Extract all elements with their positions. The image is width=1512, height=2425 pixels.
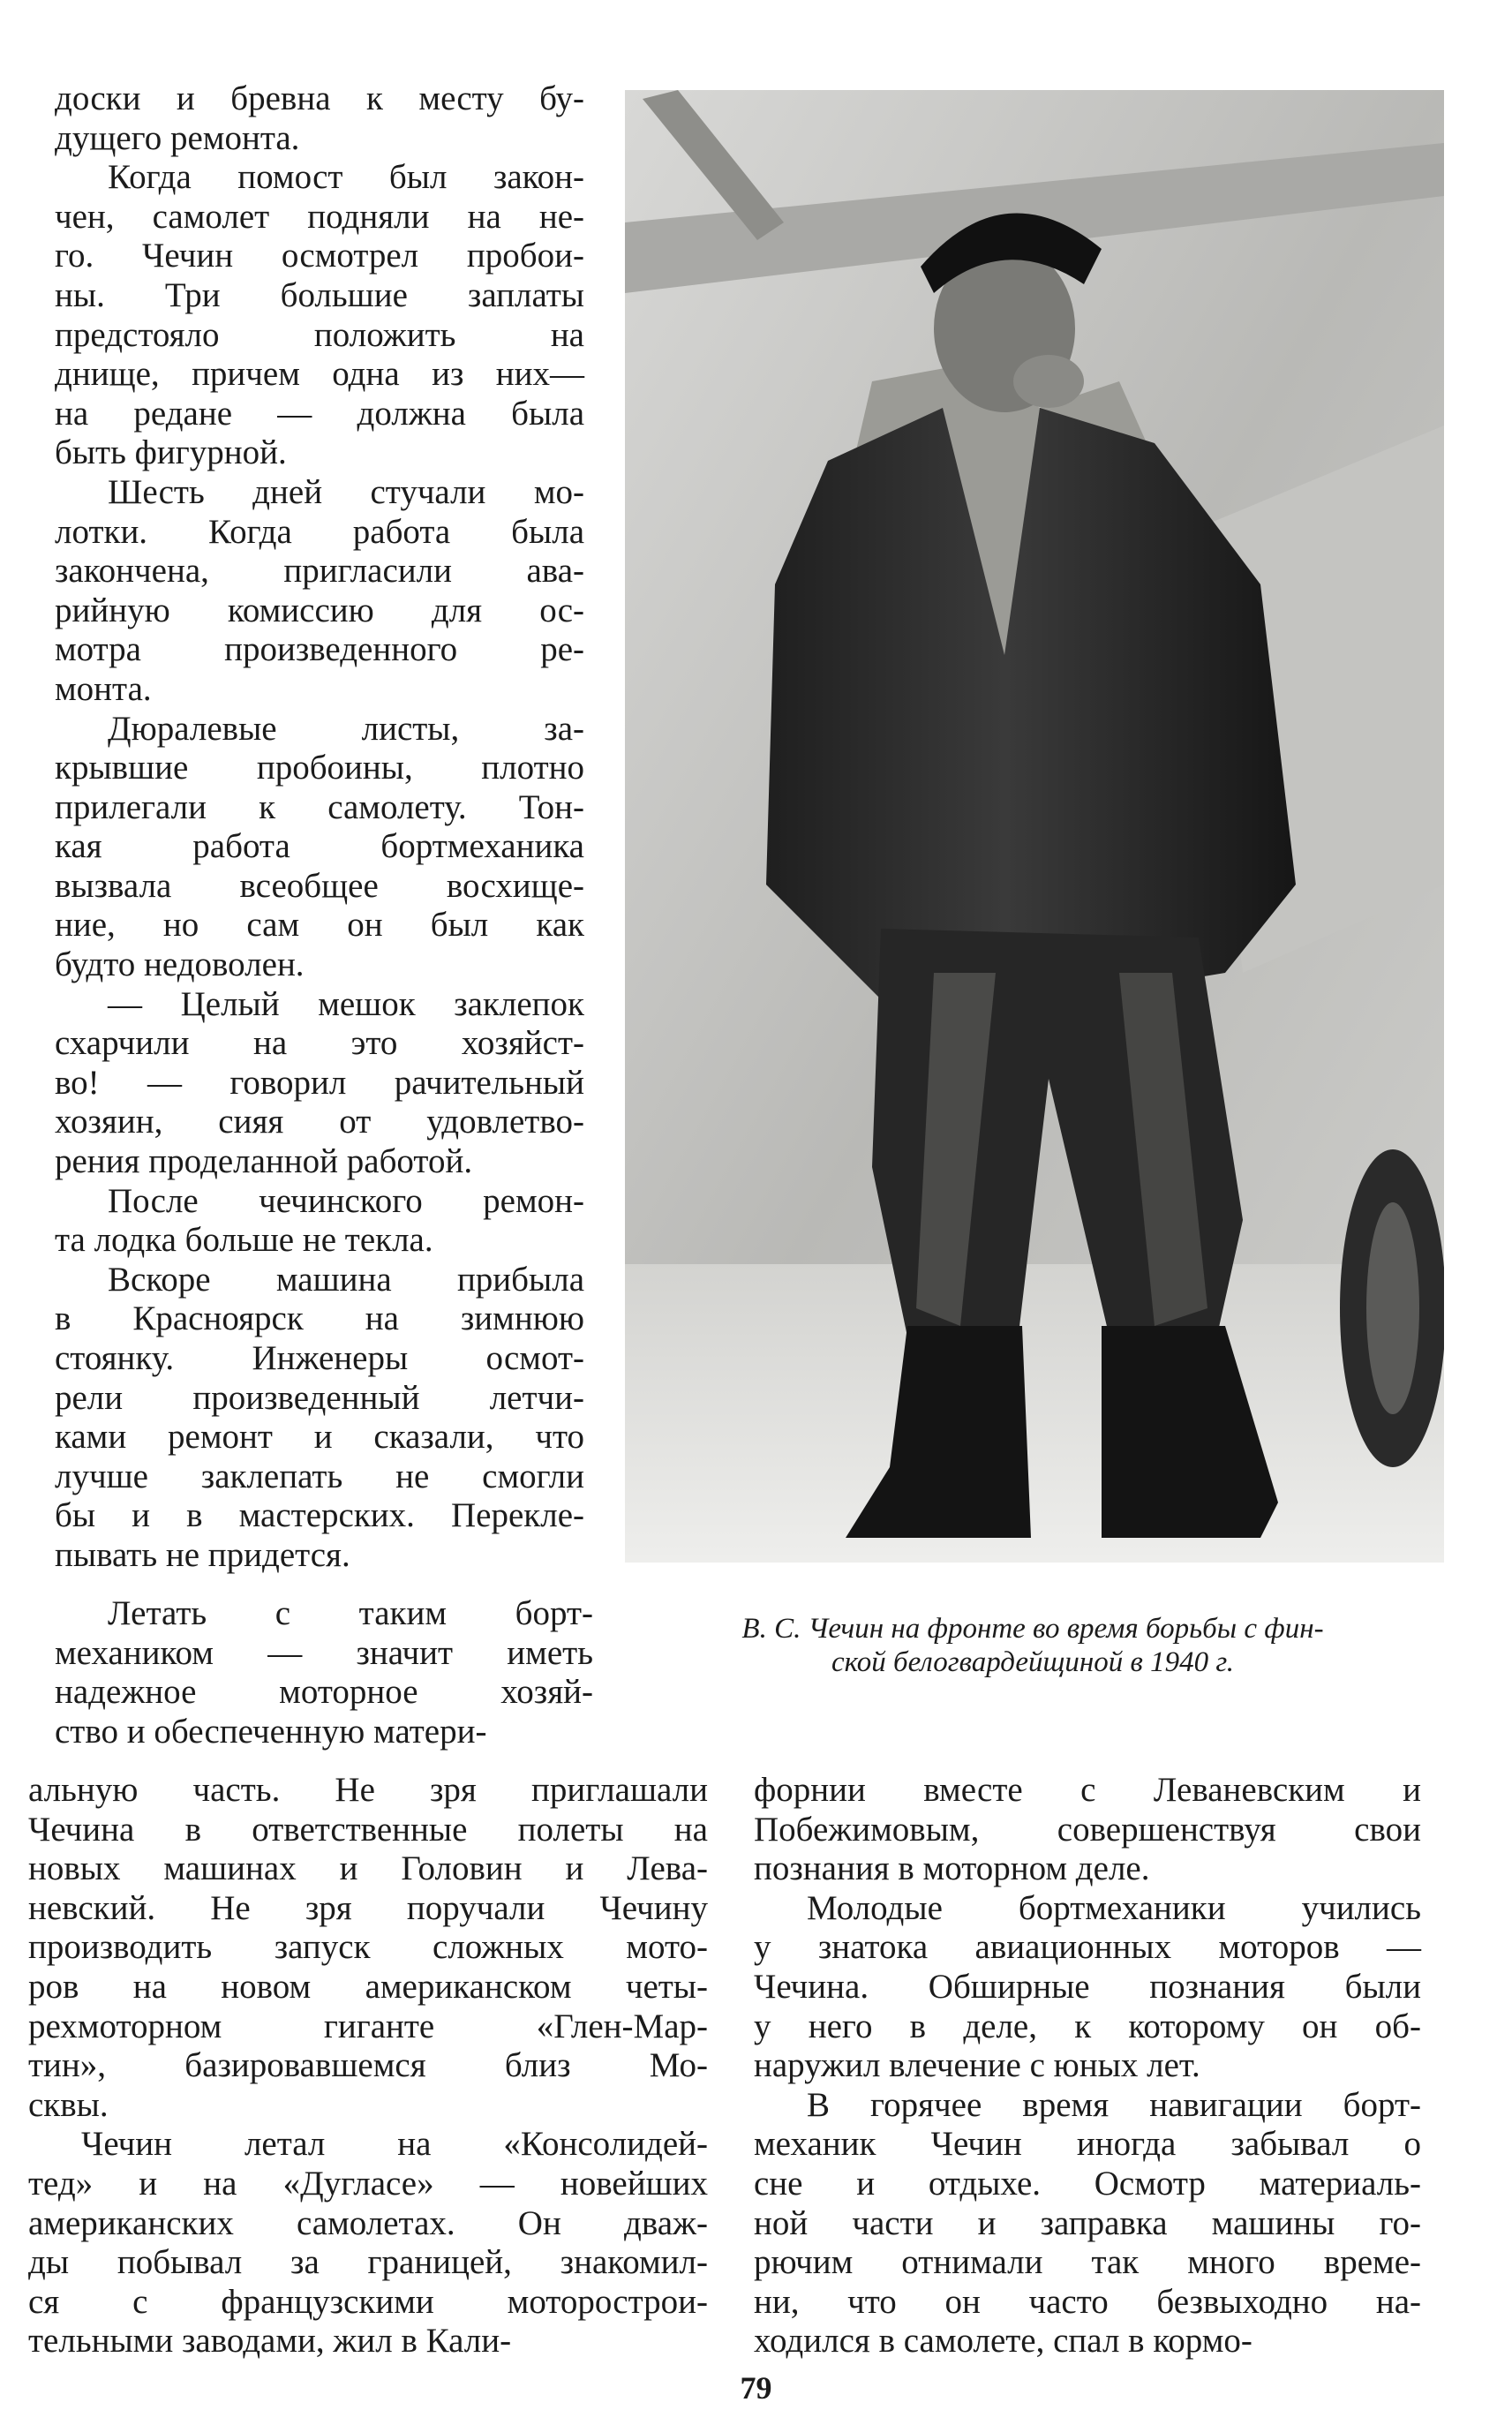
text-line: прилегали к самолету. Тон- — [55, 787, 584, 826]
text-line: Чечина. Обширные познания были — [754, 1967, 1421, 2006]
text-line: — Целый мешок заклепок — [108, 984, 584, 1023]
text-line: пывать не придется. — [55, 1535, 350, 1574]
text-line: Чечина в ответственные полеты на — [28, 1810, 708, 1849]
text-line: схарчили на это хозяйст- — [55, 1024, 584, 1063]
paragraph — [754, 2086, 1421, 2361]
text-line: наружил влечение с юных лет. — [754, 2046, 1200, 2085]
text-line: ходился в самолете, спал в кормо- — [754, 2322, 1252, 2361]
caption-line: ской белогвардейщиной в 1940 г. — [831, 1646, 1235, 1678]
text-line: Когда помост был закон- — [108, 158, 584, 197]
text-line: доски и бревна к месту бу- — [55, 79, 584, 117]
text-line: Молодые бортмеханики учились — [807, 1888, 1421, 1927]
paragraph — [55, 710, 584, 985]
text-line: невский. Не зря поручали Чечину — [28, 1888, 708, 1927]
text-line: Летать с таким борт- — [108, 1594, 593, 1632]
text-line: го. Чечин осмотрел пробои- — [55, 237, 584, 275]
text-line: мотра произведенного ре- — [55, 630, 584, 669]
paragraph — [55, 985, 584, 1182]
text-line: Дюралевые листы, за- — [108, 709, 584, 748]
paragraph — [55, 1182, 584, 1261]
text-line: рючим отнимали так много време- — [754, 2243, 1421, 2282]
text-line: сквы. — [28, 2085, 109, 2124]
text-line: производить запуск сложных мото- — [28, 1928, 708, 1967]
text-line: познания в моторном деле. — [754, 1849, 1150, 1888]
paragraph — [28, 2125, 708, 2361]
text-line: монта. — [55, 669, 152, 708]
text-column-top-left — [55, 79, 584, 1576]
paragraph — [28, 1771, 708, 2125]
text-line: стоянку. Инженеры осмот- — [55, 1339, 584, 1377]
text-line: днище, причем одна из них— — [55, 355, 584, 394]
page-number: 79 — [740, 2370, 772, 2406]
text-line: в Красноярск на зимнюю — [55, 1299, 584, 1338]
text-line: ды побывал за границей, знакомил- — [28, 2243, 708, 2282]
text-line: ками ремонт и сказали, что — [55, 1418, 584, 1457]
text-line: тельными заводами, жил в Кали- — [28, 2322, 512, 2361]
text-line: механик Чечин иногда забывал о — [754, 2125, 1421, 2164]
text-line: хозяин, сияя от удовлетво- — [55, 1103, 584, 1141]
text-line: во! — говорил рачительный — [55, 1063, 584, 1102]
text-line: механиком — значит иметь — [55, 1633, 593, 1672]
text-line: бы и в мастерских. Перекле- — [55, 1496, 584, 1535]
photo-illustration — [625, 90, 1444, 1563]
text-column-mid-left — [55, 1594, 593, 1751]
text-line: закончена, пригласили ава- — [55, 552, 584, 591]
text-line: тин», базировавшемся близ Мо- — [28, 2046, 708, 2085]
text-line: ни, что он часто безвыходно на- — [754, 2282, 1421, 2321]
text-line: американских самолетах. Он дваж- — [28, 2203, 708, 2242]
text-line: у него в деле, к которому он об- — [754, 2007, 1421, 2045]
text-line: После чечинского ремон- — [108, 1181, 584, 1220]
text-line: форнии вместе с Леваневским и — [754, 1771, 1421, 1809]
text-line: чен, самолет подняли на не- — [55, 197, 584, 236]
text-line: у знатока авиационных моторов — — [754, 1928, 1421, 1967]
text-line: В горячее время навигации борт- — [807, 2085, 1421, 2124]
text-line: Побежимовым, совершенствуя свои — [754, 1810, 1421, 1849]
text-line: ние, но сам он был как — [55, 906, 584, 945]
text-line: лучше заклепать не смогли — [55, 1457, 584, 1495]
text-line: надежное моторное хозяй- — [55, 1673, 593, 1712]
text-line: предстояло положить на — [55, 315, 584, 354]
text-line: будто недоволен. — [55, 945, 305, 984]
text-line: Чечин летал на «Консолидей- — [81, 2125, 708, 2164]
text-column-bottom-left — [28, 1771, 708, 2361]
text-column-bottom-right — [754, 1771, 1421, 2361]
paragraph — [754, 1889, 1421, 2086]
text-line: новых машинах и Головин и Лева- — [28, 1849, 708, 1888]
photo-portrait — [625, 90, 1444, 1563]
paragraph — [55, 1261, 584, 1576]
text-line: та лодка больше не текла. — [55, 1221, 433, 1260]
paragraph — [55, 79, 584, 158]
text-line: рели произведенный летчи- — [55, 1378, 584, 1417]
text-line: ны. Три большие заплаты — [55, 275, 584, 314]
text-line: лотки. Когда работа была — [55, 512, 584, 551]
text-line: дущего ремонта. — [55, 118, 300, 157]
text-line: Шесть дней стучали мо- — [108, 472, 584, 511]
text-line: ся с французскими моторострои- — [28, 2282, 708, 2321]
text-line: альную часть. Не зря приглашали — [28, 1771, 708, 1809]
text-line: на редане — должна была — [55, 394, 584, 433]
text-line: крывшие пробоины, плотно — [55, 749, 584, 787]
paragraph — [55, 473, 584, 710]
text-line: рехмоторном гиганте «Глен-Мар- — [28, 2007, 708, 2045]
caption-line: В. С. Чечин на фронте во время борьбы с фин- — [741, 1613, 1324, 1645]
paragraph — [55, 158, 584, 473]
text-line: кая работа бортмеханика — [55, 827, 584, 866]
text-line: вызвала всеобщее восхище- — [55, 866, 584, 905]
text-line: сне и отдыхе. Осмотр материаль- — [754, 2164, 1421, 2203]
paragraph — [55, 1594, 593, 1751]
text-line: ство и обеспеченную матери- — [55, 1712, 487, 1751]
text-line: тед» и на «Дугласе» — новейших — [28, 2164, 708, 2203]
text-line: быть фигурной. — [55, 433, 287, 472]
text-line: ров на новом американском четы- — [28, 1967, 708, 2006]
text-line: рийную комиссию для ос- — [55, 591, 584, 629]
text-line: Вскоре машина прибыла — [108, 1260, 584, 1299]
text-line: рения проделанной работой. — [55, 1142, 473, 1181]
photo-caption — [627, 1612, 1439, 1679]
paragraph — [754, 1771, 1421, 1889]
text-line: ной части и заправка машины го- — [754, 2203, 1421, 2242]
